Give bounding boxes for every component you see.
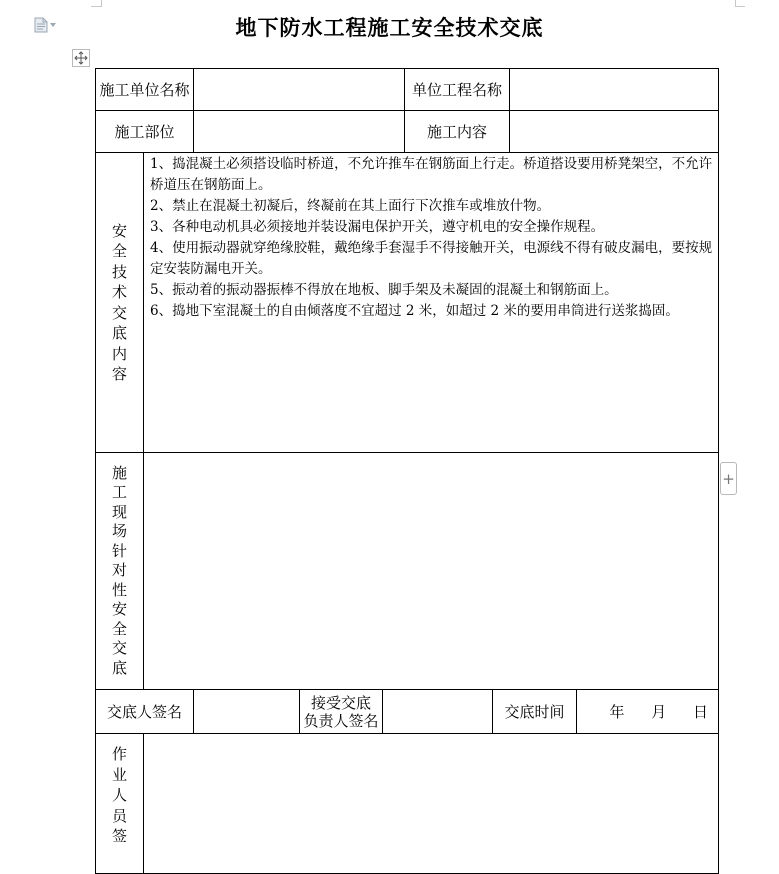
label-char: 对 [111,561,127,580]
label-char: 性 [111,580,127,599]
label-char: 人 [111,786,127,804]
unit-name-field[interactable] [194,69,405,111]
label-char: 员 [111,806,127,825]
construction-part-label: 施工部位 [96,111,194,153]
label-char: 现 [111,502,127,521]
label-char: 业 [111,765,127,784]
label-char: 施 [111,463,127,482]
label-char: 技 [111,262,127,281]
label-char: 全 [111,619,127,638]
plus-icon: + [722,469,735,488]
site-specific-body[interactable] [144,453,719,690]
safety-item: 1、捣混凝土必须搭设临时桥道，不允许推车在钢筋面上行走。桥道搭设要用桥凳架空，不允许桥道压在钢筋面上。 [150,156,713,193]
margin-corner-mark [101,0,102,7]
construction-part-field[interactable] [194,111,405,153]
safety-item: 4、使用振动器就穿绝缘胶鞋，戴绝缘手套湿手不得接触开关，电源线不得有破皮漏电，要按规定安装防漏电开关。 [150,240,713,277]
receiver-signature-label [300,690,383,734]
label-char: 内 [111,344,127,363]
margin-corner-mark [91,6,101,7]
table-row [96,153,719,453]
safety-content-body[interactable] [144,153,719,453]
safety-item: 5、振动着的振动器振棒不得放在地板、脚手架及未凝固的混凝土和钢筋面上。 [150,282,618,298]
label-char: 安 [111,600,127,619]
date-year: 年 [609,703,625,721]
label-char: 场 [111,522,127,541]
unit-name-label: 施工单位名称 [96,69,194,111]
label-char: 底 [111,324,127,342]
label-char: 术 [111,283,127,301]
safety-item: 6、捣地下室混凝土的自由倾落度不宜超过 2 米，如超过 2 米的要用串筒进行送浆捣固。 [150,303,679,319]
disclosure-date-field[interactable] [577,690,719,734]
table-row [96,453,719,690]
label-char: 底 [111,658,127,677]
discloser-signature-label: 交底人签名 [96,690,194,734]
label-char: 交 [111,639,127,658]
safety-item: 3、各种电动机具必须接地并装设漏电保护开关，遵守机电的安全操作规程。 [150,219,605,235]
construction-content-field[interactable] [510,111,719,153]
label-char: 交 [111,303,127,322]
safety-content-label [96,153,144,453]
site-specific-label [96,453,144,690]
label-char: 签 [111,827,127,845]
label-char: 工 [111,483,127,502]
table-row [96,69,719,111]
table-row [96,111,719,153]
label-char: 针 [111,541,127,560]
receiver-signature-field[interactable] [383,690,493,734]
project-name-field[interactable] [510,69,719,111]
receiver-label-line: 接受交底 [311,693,372,712]
move-arrows-icon [74,51,88,65]
construction-content-label: 施工内容 [405,111,510,153]
add-column-button[interactable] [720,462,737,495]
receiver-label-line: 负责人签名 [303,711,379,730]
disclosure-time-label: 交底时间 [493,690,577,734]
disclosure-table [95,68,719,874]
table-row [96,690,719,734]
margin-corner-mark [735,6,745,7]
table-move-handle[interactable] [72,49,90,67]
label-char: 作 [111,745,127,763]
label-char: 安 [111,221,127,240]
label-char: 容 [111,365,127,383]
discloser-signature-field[interactable] [194,690,300,734]
safety-item: 2、禁止在混凝土初凝后，终凝前在其上面行下次推车或堆放什物。 [150,198,551,214]
project-name-label: 单位工程名称 [405,69,510,111]
document-title: 地下防水工程施工安全技术交底 [235,15,544,40]
label-char: 全 [111,242,127,260]
date-month: 月 [651,703,667,721]
date-day: 日 [693,703,709,721]
